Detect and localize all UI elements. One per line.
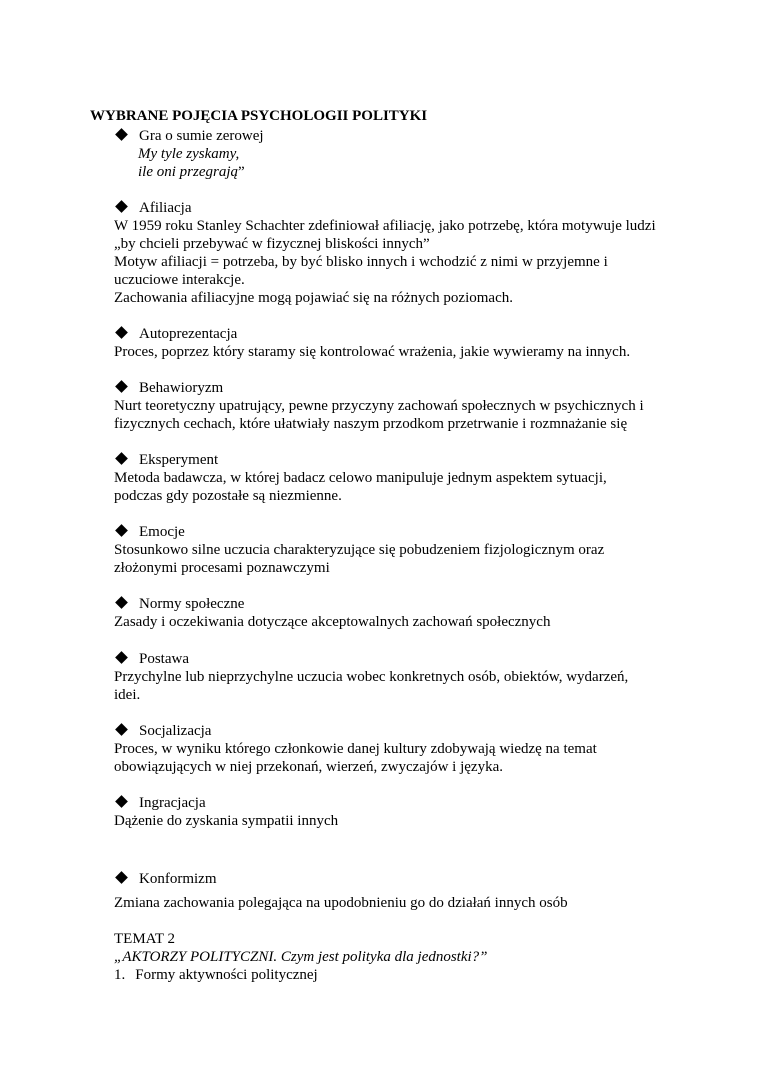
definition-line: Zmiana zachowania polegająca na upodobnieniu go do działań innych osób [114,895,568,911]
term-gra-o-sumie-zerowej [115,127,264,145]
term-heading: Normy społeczne [139,596,245,612]
definition-line: Dążenie do zyskania sympatii innych [114,813,339,829]
term-heading: Ingracjacja [139,795,206,811]
term-heading: Gra o sumie zerowej [139,128,264,144]
definition-line: „by chcieli przebywać w fizycznej bliskości innych” [114,236,430,252]
diamond-bullet-icon [115,651,128,664]
definition-line: idei. [114,687,141,703]
diamond-bullet-icon [115,200,128,213]
diamond-bullet-icon [115,871,128,884]
diamond-bullet-icon [115,795,128,808]
term-heading: Socjalizacja [139,723,212,739]
diamond-bullet-icon [115,380,128,393]
diamond-bullet-icon [115,452,128,465]
definition-line: Stosunkowo silne uczucia charakteryzujące się pobudzeniem fizjologicznym oraz [114,542,605,558]
quote-line: My tyle zyskamy, [138,146,240,162]
term-heading: Konformizm [139,871,217,887]
term-heading: Afiliacja [139,200,192,216]
definition-line: Motyw afiliacji = potrzeba, by być blisko innych i wchodzić z nimi w przyjemne i [114,254,608,270]
term-postawa [115,650,189,668]
definition-line: podczas gdy pozostałe są niezmienne. [114,488,342,504]
definition-line: W 1959 roku Stanley Schachter zdefiniował afiliację, jako potrzebę, która motywuje ludzi [114,218,656,234]
quote-line [138,163,245,181]
term-emocje [115,523,185,541]
topic-label: TEMAT 2 [114,931,175,947]
definition-line: Zachowania afiliacyjne mogą pojawiać się na różnych poziomach. [114,290,513,306]
quote-line-text: ile oni przegrają [138,164,238,180]
definition-line: Metoda badawcza, w której badacz celowo manipuluje jednym aspektem sytuacji, [114,470,607,486]
term-afiliacja [115,199,191,217]
term-heading: Postawa [139,651,189,667]
list-number: 1. [114,967,126,983]
term-heading: Behawioryzm [139,380,224,396]
term-behawioryzm [115,379,223,397]
diamond-bullet-icon [115,524,128,537]
numbered-list-item [114,966,318,984]
definition-line: fizycznych cechach, które ułatwiały naszym przodkom przetrwanie i rozmnażanie się [114,416,628,432]
page-title: WYBRANE POJĘCIA PSYCHOLOGII POLITYKI [90,108,428,124]
diamond-bullet-icon [115,326,128,339]
diamond-bullet-icon [115,596,128,609]
term-normy-spoleczne [115,595,244,613]
definition-line: Proces, w wyniku którego członkowie danej kultury zdobywają wiedzę na temat [114,741,597,757]
quote-mark: ” [238,164,245,180]
diamond-bullet-icon [115,723,128,736]
term-ingracjacja [115,794,206,812]
definition-line: Przychylne lub nieprzychylne uczucia wobec konkretnych osób, obiektów, wydarzeń, [114,669,629,685]
term-autoprezentacja [115,325,237,343]
diamond-bullet-icon [115,128,128,141]
term-eksperyment [115,451,218,469]
definition-line: uczuciowe interakcje. [114,272,245,288]
list-item-text: Formy aktywności politycznej [135,967,318,983]
definition-line: Proces, poprzez który staramy się kontrolować wrażenia, jakie wywieramy na innych. [114,344,631,360]
definition-line: obowiązujących w niej przekonań, wierzeń, zwyczajów i języka. [114,759,503,775]
term-socjalizacja [115,722,211,740]
topic-subtitle: „AKTORZY POLITYCZNI. Czym jest polityka dla jednostki?” [114,949,488,965]
definition-line: złożonymi procesami poznawczymi [114,560,330,576]
definition-line: Zasady i oczekiwania dotyczące akceptowalnych zachowań społecznych [114,614,551,630]
term-konformizm [115,870,216,888]
term-heading: Emocje [139,524,185,540]
term-heading: Eksperyment [139,452,219,468]
term-heading: Autoprezentacja [139,326,238,342]
definition-line: Nurt teoretyczny upatrujący, pewne przyczyny zachowań społecznych w psychicznych i [114,398,644,414]
